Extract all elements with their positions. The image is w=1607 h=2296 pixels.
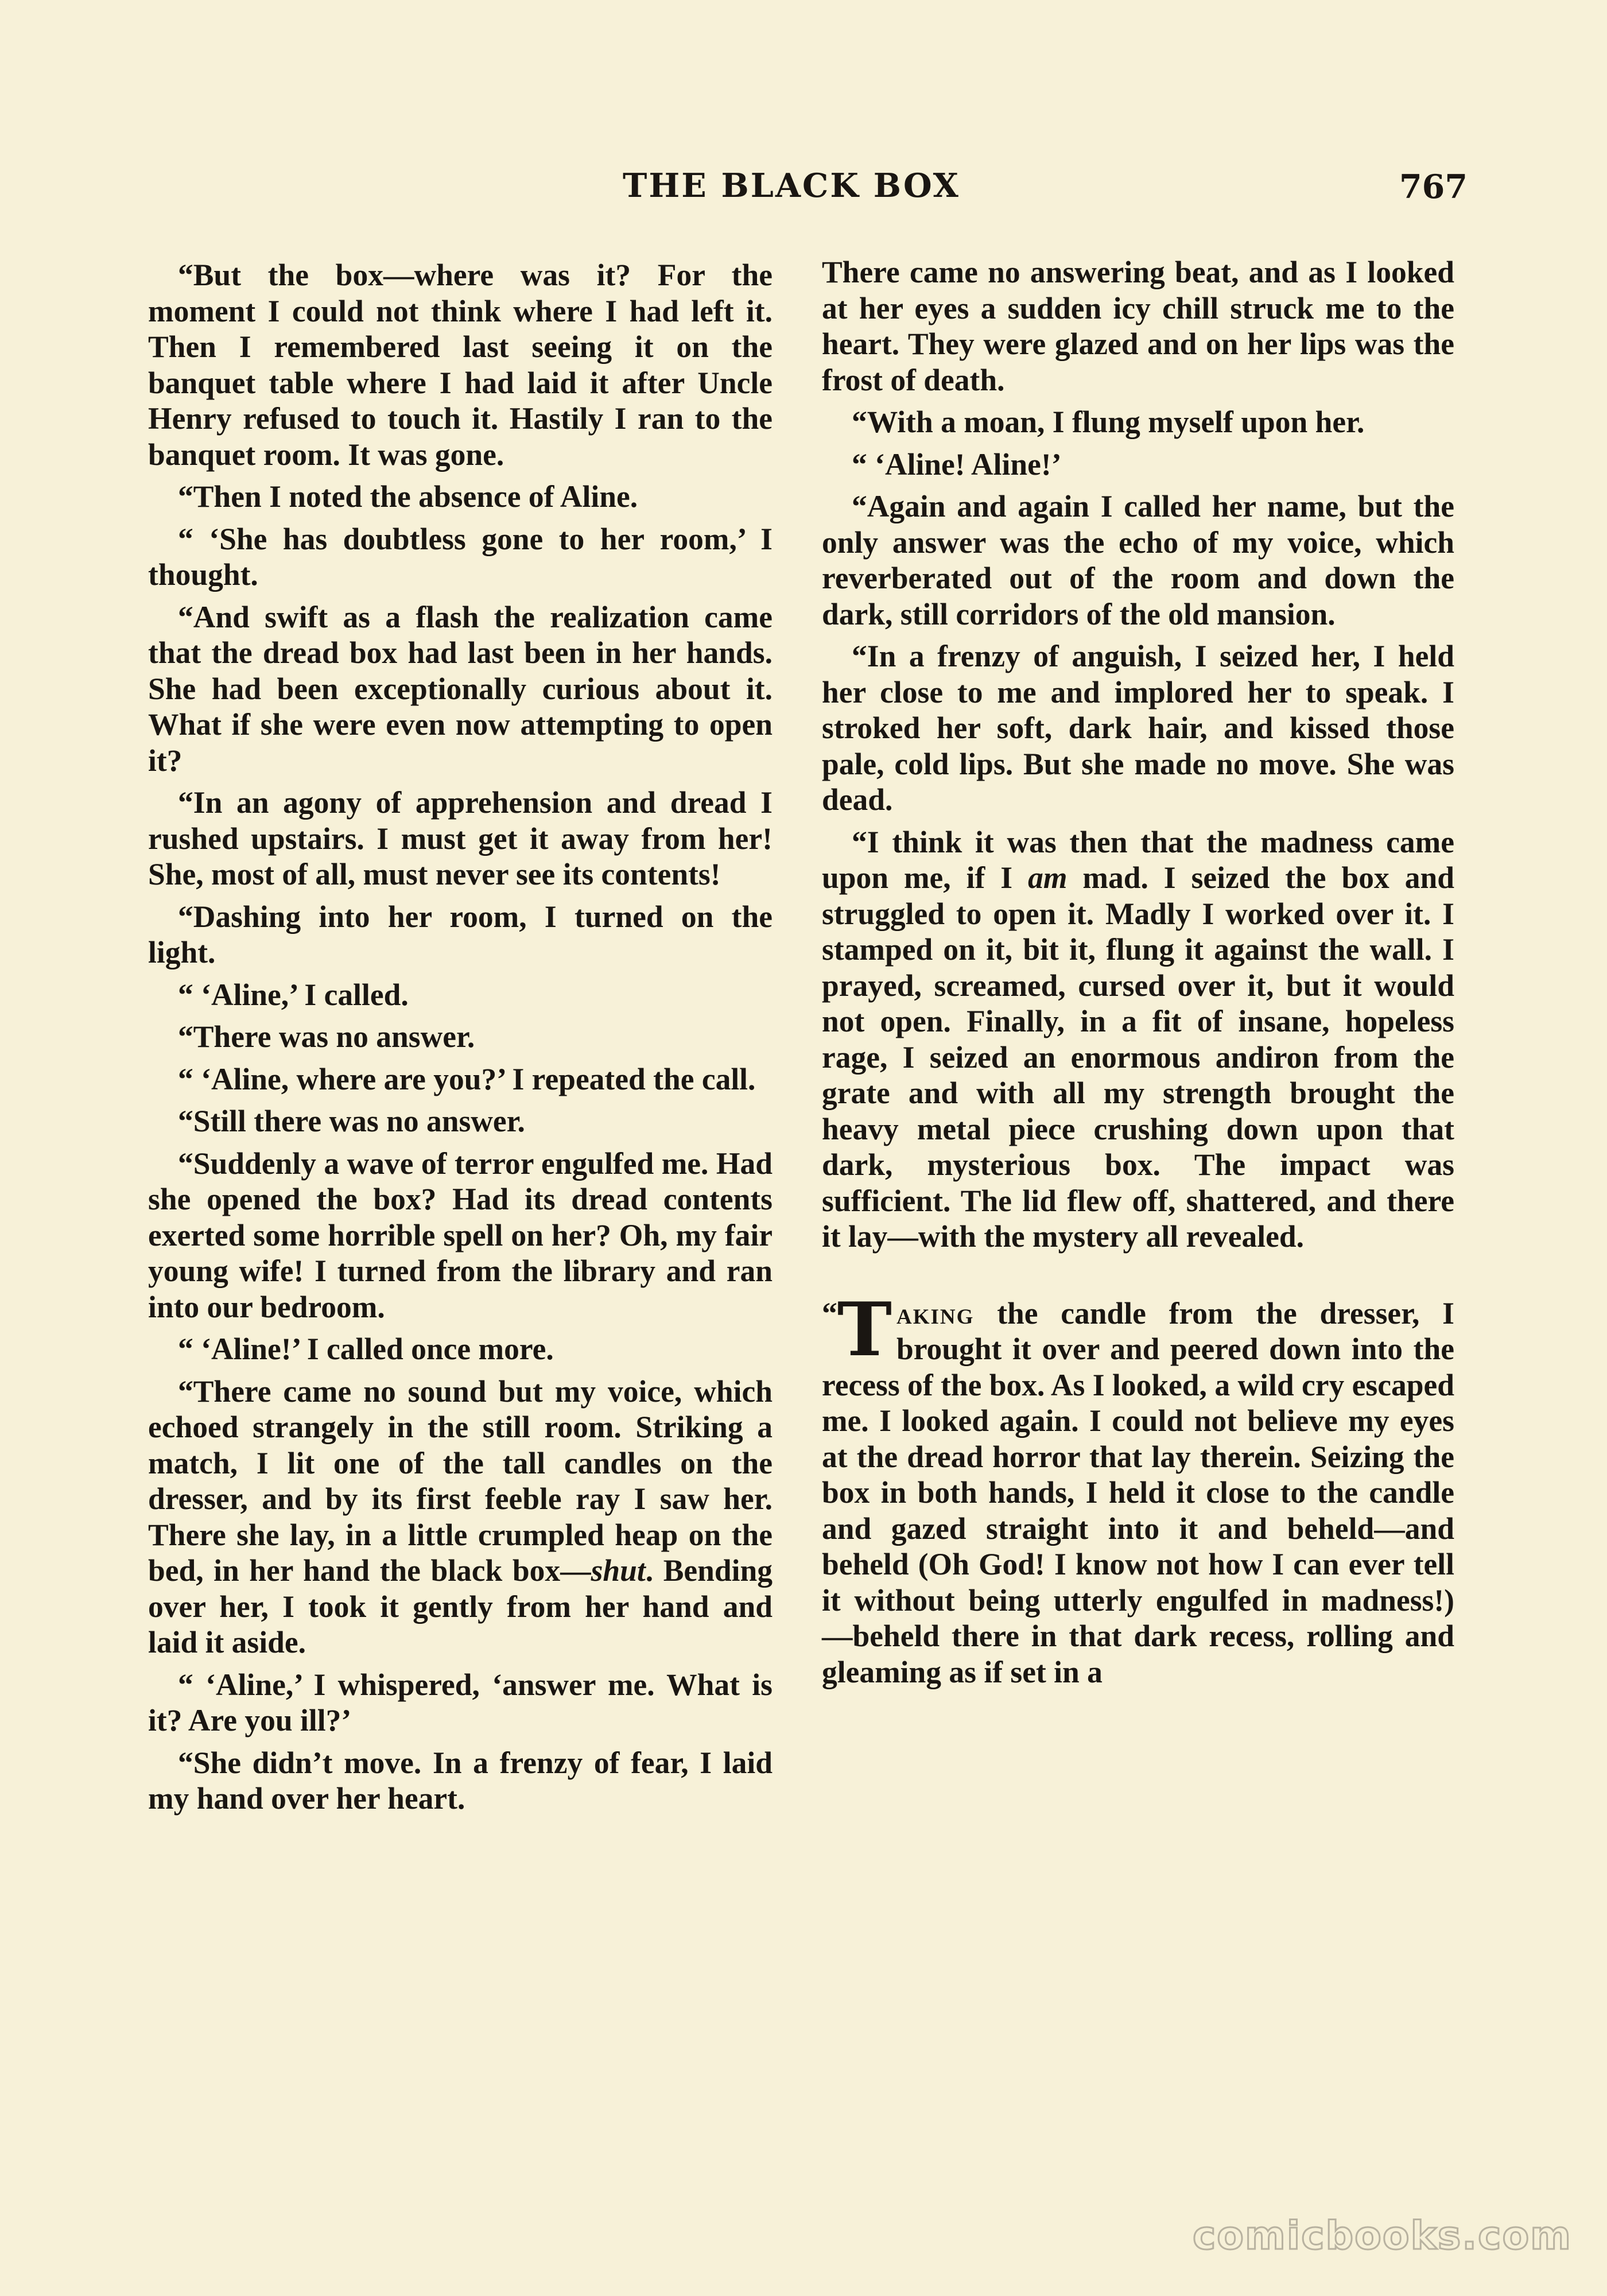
- paragraph: “There was no answer.: [178, 1019, 475, 1054]
- emphasis-shut: shut: [591, 1553, 646, 1588]
- paragraph: “ ‘Aline!’ I called once more.: [178, 1332, 554, 1366]
- left-column: [148, 257, 773, 1823]
- small-caps-lead: aking: [896, 1296, 975, 1331]
- paragraph: “ ‘She has doubtless gone to her room,’ I thought.: [148, 521, 773, 592]
- page-number: 767: [1399, 168, 1468, 206]
- paragraph: “In an agony of apprehension and dread I rushed upstairs. I must get it away from her! She, most of all, must never see its contents!: [148, 785, 773, 891]
- paragraph-text: . Bending over her, I took it gently from her hand and laid it aside.: [148, 1553, 773, 1659]
- site-watermark: comicbooks.com: [1193, 2213, 1573, 2259]
- paragraph: “ ‘Aline! Aline!’: [852, 447, 1062, 482]
- paragraph: [148, 1374, 773, 1661]
- paragraph-text: “There came no sound but my voice, which echoed strangely in the still room. Striking a match, I lit one of the tall candles on the dresser, and by its first feeble ray I saw her. There she lay, in a little crumpled heap on the bed, in her hand the black box—: [148, 1374, 773, 1588]
- right-column: [822, 254, 1454, 1696]
- running-head: [0, 166, 1607, 218]
- paragraph: “And swift as a flash the realization came that the dread box had last been in her hands. She had been exceptionally curious about it. What if she were even now attempting to open it?: [148, 599, 773, 778]
- paragraph-text: “I think it was then that the madness came upon me, if I: [822, 824, 1454, 895]
- paragraph: “Still there was no answer.: [178, 1104, 525, 1138]
- paragraph: “She didn’t move. In a frenzy of fear, I laid my hand over her heart.: [148, 1745, 773, 1816]
- paragraph-text: the candle from the dresser, I brought it over and peered down into the recess of the box. As I looked, a wild cry escaped me. I looked again. I could not believe my eyes at the dread horror that lay therein. Seizing the box in both hands, I held it close to the candle and gazed straight into it and beheld—and beheld (Oh God! I know not how I can ever tell it without being utterly engulfed in madness!) —beheld there in that dark recess, rolling and gleaming as if set in a: [822, 1296, 1454, 1689]
- paragraph: There came no answering beat, and as I looked at her eyes a sudden icy chill struck me to the heart. They were glazed and on her lips was the frost of death.: [822, 255, 1454, 397]
- paragraph: “Then I noted the absence of Aline.: [178, 479, 638, 514]
- paragraph-text: mad. I seized the box and struggled to open it. Madly I worked over it. I stamped on it, bit it, flung it against the wall. I prayed, screamed, cursed over it, but it would not open. Finally, in a fit of insane, hopeless rage, I seized an enormous andiron from the grate and with all my strength brought the heavy metal piece crushing down upon that dark, mysterious box. The impact was sufficient. The lid flew off, shattered, and there it lay—with the mystery all revealed.: [822, 860, 1454, 1254]
- paragraph: “Again and again I called her name, but the only answer was the echo of my voice, which reverberated out of the room and down the dark, still corridors of the old mansion.: [822, 489, 1454, 631]
- paragraph: “But the box—where was it? For the moment I could not think where I had left it. Then I remembered last seeing it on the banquet table where I had laid it after Uncle Henry refused to touch it. Hastily I ran to the banquet room. It was gone.: [148, 258, 773, 472]
- paragraph: “With a moan, I flung myself upon her.: [852, 405, 1365, 439]
- paragraph: “Dashing into her room, I turned on the light.: [148, 899, 773, 969]
- paragraph: “In a frenzy of anguish, I seized her, I held her close to me and implored her to speak. I stroked her soft, dark hair, and kissed those pale, cold lips. But she made no move. She was dead.: [822, 639, 1454, 817]
- running-title: THE BLACK BOX: [623, 166, 960, 205]
- paragraph: “ ‘Aline, where are you?’ I repeated the call.: [178, 1061, 756, 1096]
- paragraph: “ ‘Aline,’ I whispered, ‘answer me. What is it? Are you ill?’: [148, 1667, 773, 1737]
- paragraph: [822, 824, 1454, 1255]
- paragraph: “ ‘Aline,’ I called.: [178, 977, 409, 1012]
- drop-cap-paragraph: [822, 1286, 1454, 1690]
- drop-cap-letter: T: [837, 1286, 892, 1373]
- section-break: [822, 1261, 1454, 1296]
- opening-quote: “: [822, 1296, 837, 1331]
- emphasis-am: am: [1028, 860, 1068, 895]
- paragraph: “Suddenly a wave of terror engulfed me. Had she opened the box? Had its dread contents exerted some horrible spell on her? Oh, my fair young wife! I turned from the library and ran into our bedroom.: [148, 1146, 773, 1324]
